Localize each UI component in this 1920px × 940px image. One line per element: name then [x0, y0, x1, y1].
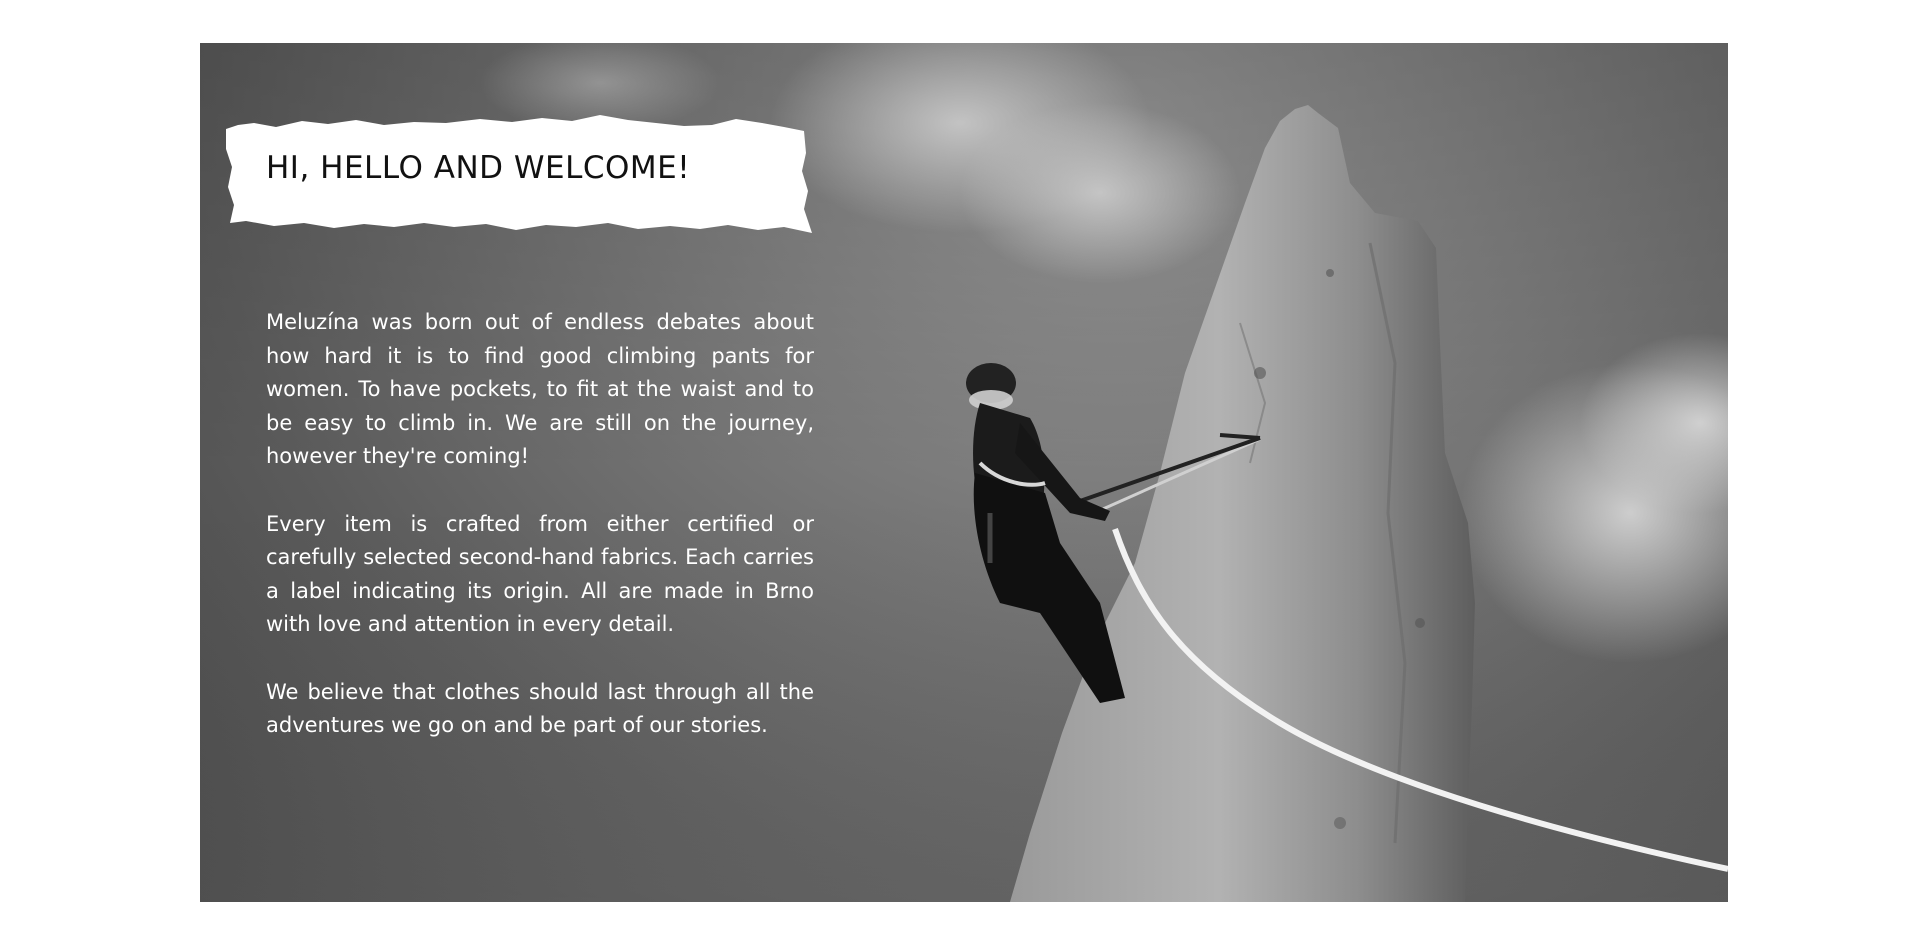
hero-section — [200, 43, 1728, 902]
intro-paragraph-1: Meluzína was born out of endless debates about how hard it is to find good climbing pants for women. To have pockets, to fit at the waist and to be easy to climb in. We are still on the journey, however they're coming! — [266, 310, 814, 468]
intro-paragraph-2: Every item is crafted from either certified or carefully selected second-hand fabrics. Each carries a label indicating its origin. All are made in Brno with love and attention in every detail. — [266, 511, 814, 636]
intro-paragraph-3: We believe that clothes should last through all the adventures we go on and be part of our stories. — [266, 679, 814, 737]
welcome-heading: HI, HELLO AND WELCOME! — [266, 150, 691, 186]
welcome-heading-banner — [224, 109, 814, 235]
intro-copy — [266, 306, 814, 777]
